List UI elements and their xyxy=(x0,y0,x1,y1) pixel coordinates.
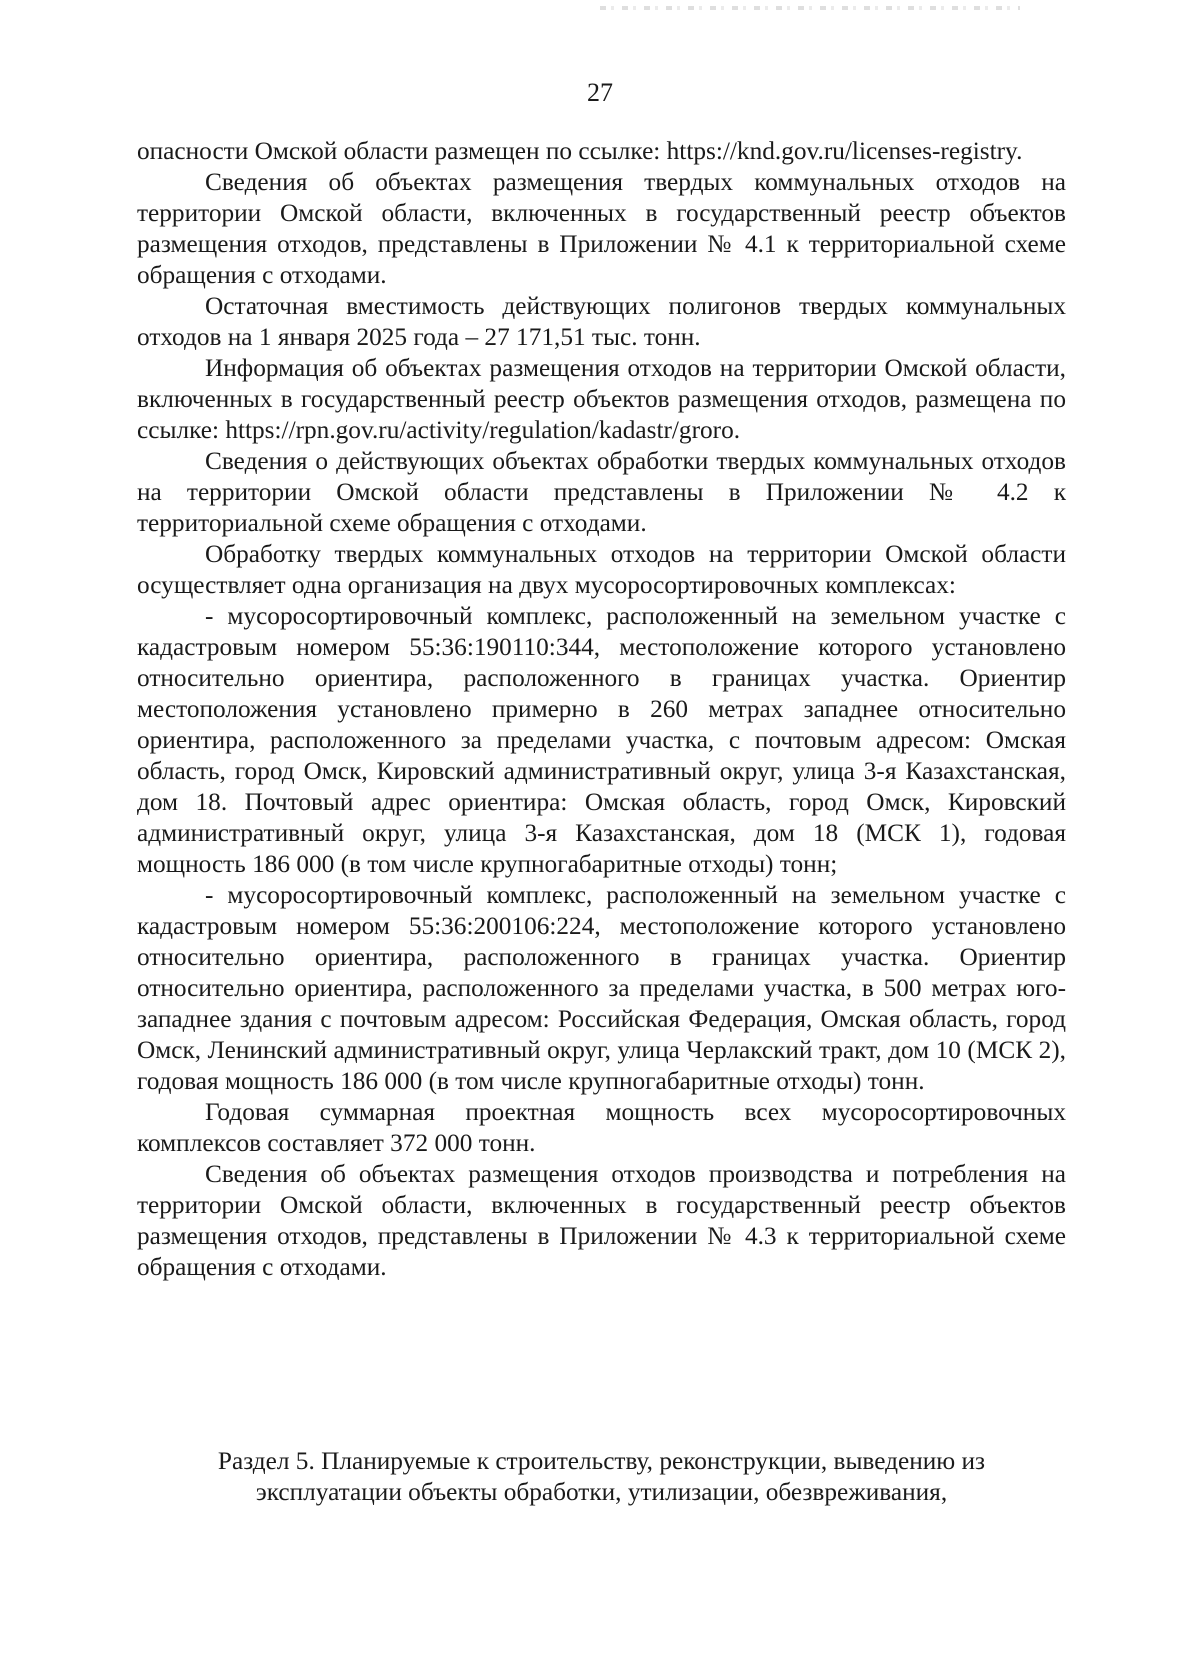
section-heading xyxy=(137,1446,1066,1508)
scan-artifact xyxy=(600,6,1020,10)
paragraph-total-capacity: Годовая суммарная проектная мощность всех мусоросортировочных комплексов составляет 372 000 тонн. xyxy=(137,1098,1066,1157)
paragraph-residual-capacity: Остаточная вместимость действующих полигонов твердых коммунальных отходов на 1 января 2025 года – 27 171,51 тыс. тонн. xyxy=(137,292,1066,351)
list-item-msk-1: - мусоросортировочный комплекс, расположенный на земельном участке с кадастровым номером 55:36:190110:344, местоположение которого установлено относительно ориентира, расположенного в границах участка. Ориентир местоположения установлено примерно в 260 метрах западнее относительно ориентира, расположенного за пределами участка, с почтовым адресом: Омская область, город Омск, Кировский административный округ, улица 3-я Казахстанская, дом 18. Почтовый адрес ориентира: Омская область, город Омск, Кировский административный округ, улица 3-я Казахстанская, дом 18 (МСК 1), годовая мощность 186 000 (в том числе крупногабаритные отходы) тонн; xyxy=(137,602,1066,878)
page-number: 27 xyxy=(587,78,613,107)
paragraph-continuation: опасности Омской области размещен по ссылке: https://knd.gov.ru/licenses-registry. xyxy=(137,137,1023,165)
section-heading-line-2: эксплуатации объекты обработки, утилизации, обезвреживания, xyxy=(255,1478,948,1506)
paragraph-registry-info: Информация об объектах размещения отходов на территории Омской области, включенных в государственный реестр объектов размещения отходов, размещена по ссылке: https://rpn.gov.ru/activity/regulation/kadastr/groro. xyxy=(137,354,1066,444)
section-heading-line-1: Раздел 5. Планируемые к строительству, реконструкции, выведению из xyxy=(217,1447,986,1475)
paragraph-processing-objects: Сведения о действующих объектах обработки твердых коммунальных отходов на территории Омской области представлены в Приложении № 4.2 к территориальной схеме обращения с отходами. xyxy=(137,447,1066,537)
paragraph-production-waste-objects: Сведения об объектах размещения отходов производства и потребления на территории Омской области, включенных в государственный реестр объектов размещения отходов, представлены в Приложении № 4.3 к территориальной схеме обращения с отходами. xyxy=(137,1160,1066,1281)
paragraph-processing-organization: Обработку твердых коммунальных отходов на территории Омской области осуществляет одна организация на двух мусоросортировочных комплексах: xyxy=(137,540,1066,599)
paragraph-tko-objects: Сведения об объектах размещения твердых коммунальных отходов на территории Омской области, включенных в государственный реестр объектов размещения отходов, представлены в Приложении № 4.1 к территориальной схеме обращения с отходами. xyxy=(137,168,1066,289)
document-body xyxy=(137,136,1066,1283)
list-item-msk-2: - мусоросортировочный комплекс, расположенный на земельном участке с кадастровым номером 55:36:200106:224, местоположение которого установлено относительно ориентира, расположенного в границах участка. Ориентир относительно ориентира, расположенного за пределами участка, в 500 метрах юго-западнее здания с почтовым адресом: Российская Федерация, Омская область, город Омск, Ленинский административный округ, улица Черлакский тракт, дом 10 (МСК 2), годовая мощность 186 000 (в том числе крупногабаритные отходы) тонн. xyxy=(137,881,1066,1095)
